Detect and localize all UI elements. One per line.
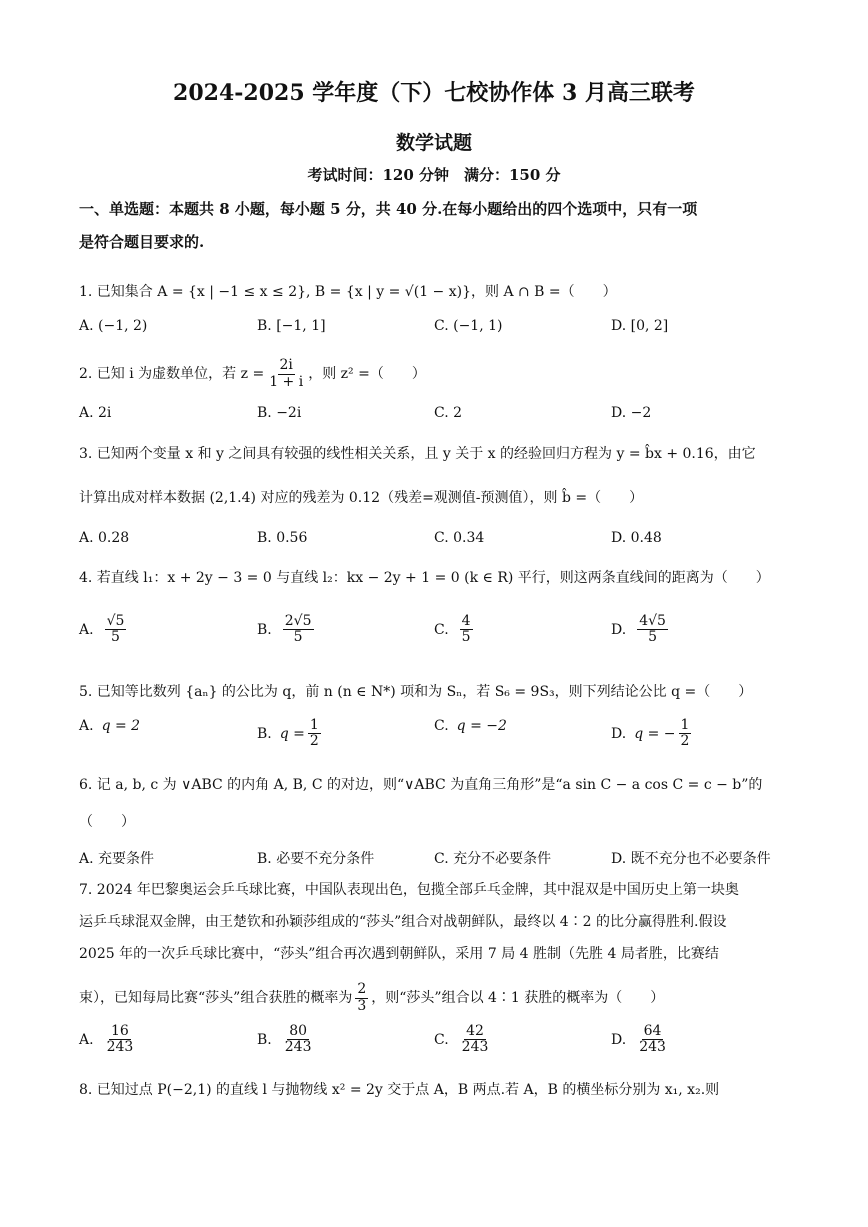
option-label: A. [79, 621, 94, 638]
subject-title: 数学试题 [395, 132, 472, 154]
question-7: 7. 2024 年巴黎奥运会乒乓球比赛，中国队表现出色，包揽全部乒乓金牌，其中混双是中国历史上第一块奥 [79, 882, 739, 898]
option-b [257, 718, 324, 750]
fraction-denominator: 2 [309, 733, 319, 750]
fraction [637, 1024, 668, 1056]
option-a [79, 1024, 138, 1056]
fraction-numerator: 1 [680, 717, 690, 733]
fraction [283, 614, 314, 646]
fraction [355, 982, 368, 1014]
option-label: B. [257, 621, 272, 638]
question-5: 5. 已知等比数列 {aₙ} 的公比为 q，前 n (n ∈ N*) 项和为 Sₙ，若 S₆ = 9S₃，则下列结论公比 q =（ ） [79, 684, 753, 700]
question-6-cont: （ ） [79, 814, 135, 830]
option-label: B. [257, 1031, 272, 1048]
option-value: q = 2 [101, 718, 141, 734]
option-b: B. 必要不充分条件 [257, 851, 375, 867]
question-4-options [79, 614, 799, 654]
question-8: 8. 已知过点 P(−2,1) 的直线 l 与抛物线 x² = 2y 交于点 A，B 两点.若 A，B 的横坐标分别为 x₁, x₂.则 [79, 1082, 720, 1098]
fraction-numerator: 16 [111, 1023, 129, 1039]
option-a: A. 2i [79, 405, 112, 421]
option-b: B. −2i [257, 405, 302, 421]
fraction-numerator: 80 [289, 1023, 308, 1039]
option-c [434, 718, 507, 734]
fraction [637, 614, 668, 646]
option-c: C. 充分不必要条件 [434, 851, 552, 867]
fraction [460, 1024, 491, 1056]
option-c [434, 1024, 493, 1056]
fraction [105, 1024, 136, 1056]
fraction [283, 1024, 314, 1056]
question-3: 3. 已知两个变量 x 和 y 之间具有较强的线性相关关系，且 y 关于 x 的经验回归方程为 y = b̂x + 0.16，由它 [79, 446, 756, 462]
fraction-denominator: 5 [293, 629, 303, 646]
question-3-options [79, 530, 799, 570]
option-label: C. [434, 718, 449, 734]
fraction-numerator: 2√5 [284, 613, 312, 629]
option-label: C. [434, 621, 449, 638]
option-c: C. (−1, 1) [434, 318, 503, 334]
fraction-denominator: 243 [284, 1039, 312, 1056]
option-d: D. −2 [611, 405, 652, 421]
question-7-line3: 2025 年的一次乒乓球比赛中，“莎头”组合再次遇到朝鲜队，采用 7 局 4 胜制（先胜 4 局者胜，比赛结 [79, 946, 719, 962]
section-heading: 一、单选题：本题共 8 小题，每小题 5 分，共 40 分.在每小题给出的四个选项中，只有一项 [79, 200, 698, 218]
option-d [611, 614, 671, 646]
option-value: q = −2 [456, 718, 507, 734]
question-1: 1. 已知集合 A = {x | −1 ≤ x ≤ 2}, B = {x | y = √(1 − x)}，则 A ∩ B =（ ） [79, 284, 617, 300]
section-heading-cont: 是符合题目要求的. [79, 233, 205, 251]
option-prefix: q = − [634, 725, 676, 742]
option-a: A. 0.28 [79, 530, 130, 546]
option-label: C. [434, 1031, 449, 1048]
option-a [79, 718, 140, 734]
option-b [257, 1024, 316, 1056]
question-7-text: 束），已知每局比赛“莎头”组合获胜的概率为 [79, 990, 353, 1006]
option-b [257, 614, 317, 646]
fraction-denominator: 5 [111, 629, 120, 646]
option-c [434, 614, 476, 646]
fraction-numerator: 4 [461, 613, 471, 629]
question-1-options [79, 318, 799, 358]
option-label: D. [611, 621, 627, 638]
question-7-line4 [79, 976, 789, 1020]
fraction-numerator: 1 [309, 717, 319, 733]
question-5-options [79, 718, 799, 758]
option-d: D. 既不充分也不必要条件 [611, 851, 771, 867]
option-b: B. [−1, 1] [257, 318, 326, 334]
question-7-text-after: ，则“莎头”组合以 4∶1 获胜的概率为（ ） [371, 990, 665, 1006]
fraction-numerator: 2i [279, 357, 293, 374]
fraction-denominator: 243 [639, 1039, 666, 1056]
question-4: 4. 若直线 l₁：x + 2y − 3 = 0 与直线 l₂：kx − 2y + 1 = 0 (k ∈ R) 平行，则这两条直线间的距离为（ ） [79, 570, 770, 586]
option-label: D. [611, 725, 627, 742]
question-6: 6. 记 a, b, c 为 ∨ABC 的内角 A, B, C 的对边，则“∨ABC 为直角三角形”是“a sin C − a cos C = c − b”的 [79, 777, 763, 793]
fraction [105, 614, 127, 646]
fraction [679, 718, 692, 750]
exam-title: 2024-2025 学年度（下）七校协作体 3 月高三联考 [173, 80, 695, 106]
fraction-numerator: 2 [357, 981, 367, 998]
option-a: A. 充要条件 [79, 851, 155, 867]
question-2-options [79, 405, 799, 445]
fraction-denominator: 5 [648, 629, 658, 646]
option-label: A. [79, 718, 94, 734]
question-3-cont: 计算出成对样本数据 (2,1.4) 对应的残差为 0.12（残差=观测值-预测值），则 b̂ =（ ） [79, 490, 644, 506]
question-2-text: 2. 已知 i 为虚数单位，若 z = [79, 366, 265, 382]
question-7-options [79, 1024, 799, 1064]
fraction-numerator: √5 [106, 613, 125, 629]
option-d: D. 0.48 [611, 530, 662, 546]
fraction-denominator: 3 [357, 997, 367, 1014]
option-label: B. [257, 725, 272, 742]
option-d [611, 718, 694, 750]
option-prefix: q = [279, 725, 305, 742]
question-2-text-after: ，则 z² =（ ） [308, 366, 426, 382]
fraction-denominator: 243 [461, 1039, 489, 1056]
option-label: A. [79, 1031, 94, 1048]
fraction-numerator: 64 [643, 1023, 662, 1039]
question-7-line2: 运乒乓球混双金牌，由王楚钦和孙颖莎组成的“莎头”组合对战朝鲜队，最终以 4∶2 的比分赢得胜利.假设 [79, 914, 727, 930]
fraction-denominator: 2 [680, 733, 690, 750]
fraction-numerator: 42 [466, 1023, 484, 1039]
option-label: D. [611, 1031, 627, 1048]
question-2 [79, 354, 789, 394]
option-d [611, 1024, 671, 1056]
fraction-denominator: 5 [461, 629, 471, 646]
option-b: B. 0.56 [257, 530, 308, 546]
exam-info: 考试时间：120 分钟 满分：150 分 [307, 166, 561, 184]
fraction-denominator: 1 + i [269, 373, 304, 390]
fraction [308, 718, 321, 750]
fraction [460, 614, 473, 646]
option-d: D. [0, 2] [611, 318, 669, 334]
fraction-denominator: 243 [106, 1039, 134, 1056]
option-a [79, 614, 129, 646]
fraction [267, 358, 305, 390]
fraction-numerator: 4√5 [639, 613, 666, 629]
option-c: C. 0.34 [434, 530, 485, 546]
option-a: A. (−1, 2) [79, 318, 148, 334]
option-c: C. 2 [434, 405, 463, 421]
